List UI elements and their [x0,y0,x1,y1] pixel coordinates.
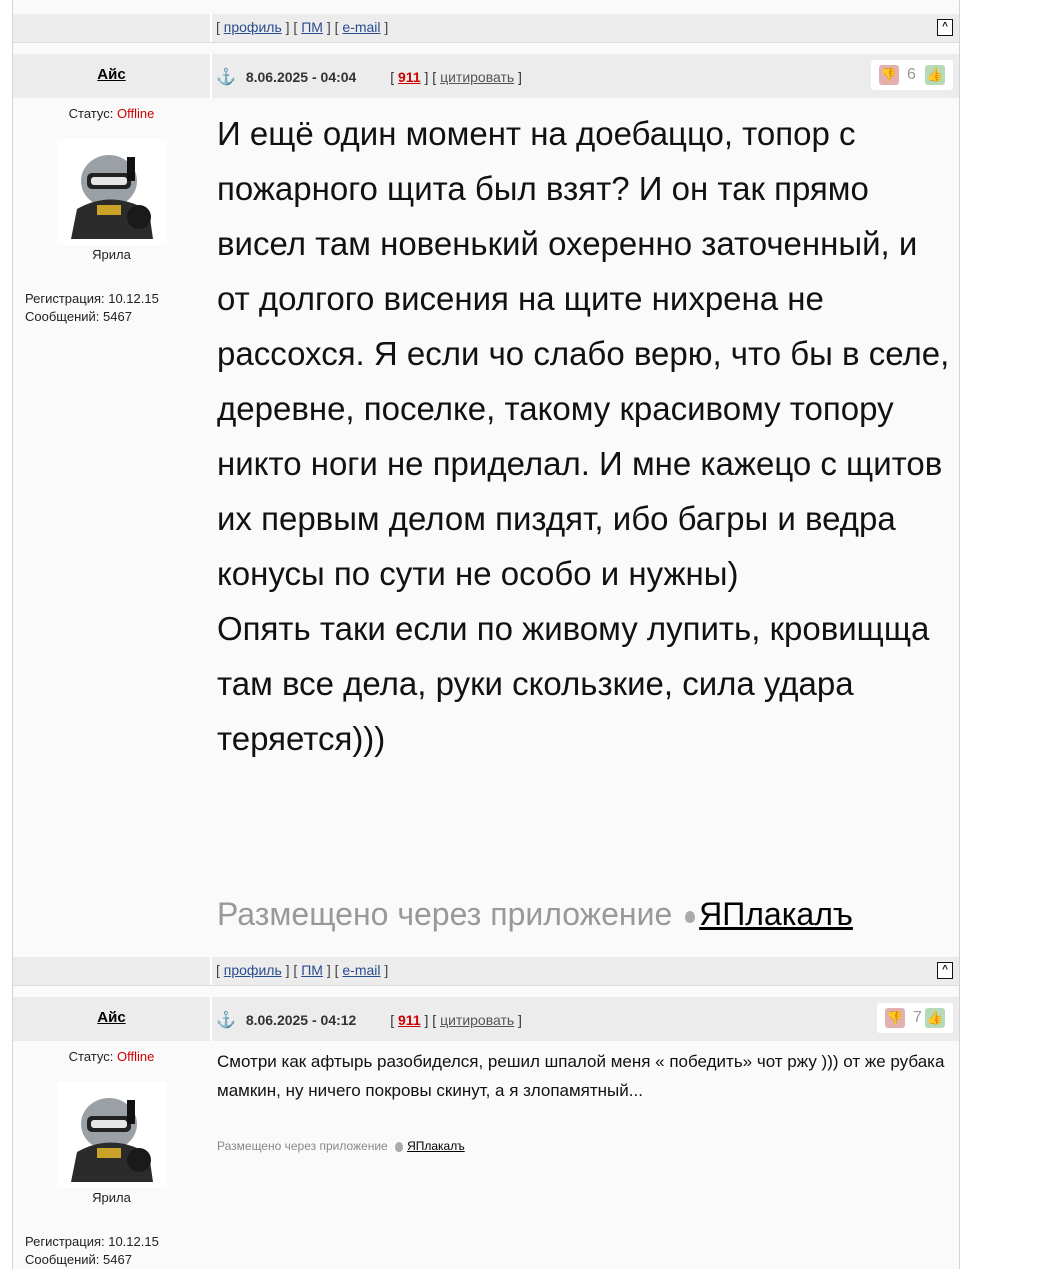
post-meta: ⚓ 8.06.2025 - 04:12 [ 911 ] [ цитировать ] [216,1012,522,1029]
post-footer-links: [ профиль ] [ ПМ ] [ e-mail ] [216,962,389,978]
vote-widget [871,60,953,90]
vote-count: 7 [913,1009,922,1026]
forum-thread [12,0,960,1269]
post-footer-bar [13,14,959,43]
post-body [212,98,957,956]
thumbs-up-icon[interactable]: 👍 [925,1008,945,1028]
scroll-top-button[interactable]: ^ [937,962,953,979]
avatar[interactable] [57,139,167,245]
author-sidebar [13,98,210,956]
thumbs-up-icon[interactable]: 👍 [925,65,945,85]
posted-via: Размещено через приложение ЯПлакалъ [217,1139,465,1153]
pm-link[interactable]: ПМ [301,962,323,978]
post-number[interactable]: 911 [398,69,421,85]
email-link[interactable]: e-mail [342,19,381,35]
post-footer-links: [ профиль ] [ ПМ ] [ e-mail ] [216,19,389,35]
post-date: 8.06.2025 - 04:12 [245,1012,357,1028]
avatar-caption: Ярила [92,247,131,262]
email-link[interactable]: e-mail [342,962,381,978]
quote-link[interactable]: цитировать [440,1012,515,1028]
anchor-icon[interactable]: ⚓ [216,1012,236,1029]
post-header [13,997,959,1041]
post-body [212,1041,957,1269]
author-stats [13,290,210,326]
status-offline: Offline [117,106,155,121]
author-status: Статус: Offline [68,106,155,121]
author-name[interactable]: Айс [97,66,126,83]
post-meta: ⚓ 8.06.2025 - 04:04 [ 911 ] [ цитировать ] [216,69,522,86]
quote-link[interactable]: цитировать [440,69,515,85]
message-count: Сообщений: 5467 [25,309,132,324]
scroll-top-button[interactable]: ^ [937,19,953,36]
posted-via: Размещено через приложение ЯПлакалъ [217,896,853,932]
post-footer-bar [13,957,959,986]
registration-date: Регистрация: 10.12.15 [25,1234,159,1249]
app-link[interactable]: ЯПлакалъ [699,896,853,932]
apple-icon [685,911,695,923]
author-stats [13,1233,210,1269]
author-name[interactable]: Айс [97,1009,126,1026]
post-text: Смотри как афтырь разобиделся, решил шпалой меня « победить» чот ржу ))) от же рубака мамкин, ну ничего покровы скинут, а я злопамятный... [217,1052,945,1100]
apple-icon [395,1142,403,1152]
thumbs-down-icon[interactable]: 👎 [885,1008,905,1028]
thumbs-down-icon[interactable]: 👎 [879,65,899,85]
registration-date: Регистрация: 10.12.15 [25,291,159,306]
profile-link[interactable]: профиль [223,19,282,35]
vote-count: 6 [907,66,916,83]
post-text: И ещё один момент на доебаццо, топор с пожарного щита был взят? И он так прямо висел там новенький охеренно заточенный, и от долгого висения на щите нихрена не рассохся. Я если чо слабо верю, что бы в селе, деревне, поселке, такому красивому топору никто ноги не приделал. И мне кажецо с щитов их первым делом пиздят, ибо багры и ведра конусы по сути не особо и нужны) Опять таки если по живому лупить, кровищща там все дела, руки скользкие, сила удара теряется))) [217,115,950,757]
pm-link[interactable]: ПМ [301,19,323,35]
post-header [13,54,959,98]
status-offline: Offline [117,1049,155,1064]
author-status: Статус: Offline [68,1049,155,1064]
profile-link[interactable]: профиль [223,962,282,978]
vote-widget [877,1003,953,1033]
app-link[interactable]: ЯПлакалъ [407,1139,465,1153]
message-count: Сообщений: 5467 [25,1252,132,1267]
avatar-caption: Ярила [92,1190,131,1205]
avatar[interactable] [57,1082,167,1188]
post-number[interactable]: 911 [398,1012,421,1028]
post-date: 8.06.2025 - 04:04 [245,69,357,85]
anchor-icon[interactable]: ⚓ [216,69,236,86]
author-sidebar [13,1041,210,1269]
